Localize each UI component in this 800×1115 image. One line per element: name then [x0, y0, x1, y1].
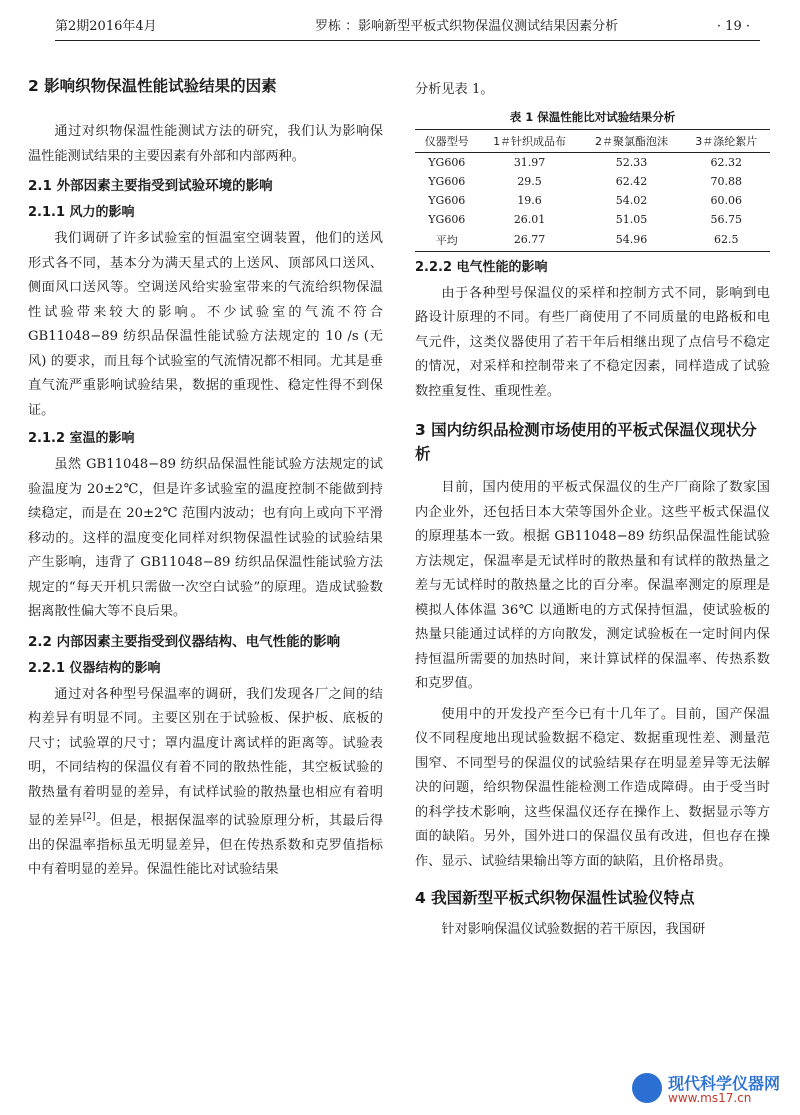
- table-row: [415, 172, 770, 191]
- table-row: [415, 152, 770, 172]
- paragraph-text-a: 通过对各种型号保温率的调研，我们发现各厂之间的结构差异有明显不同。主要区别在于试验板、保护板、底板的尺寸；试验罩的尺寸；罩内温度计离试样的距离等。试验表明，不同结构的保温仪有着不同的散热性能，其空板试验的散热量有着明显的差异，有试样试验的散热量也相应有着明显的差异: [28, 686, 383, 829]
- right-column: [415, 52, 770, 949]
- section-2-1-1-paragraph: 我们调研了许多试验室的恒温室空调装置，他们的送风形式各不同，基本分为满天星式的上送风、顶部风口送风、侧面风口送风等。空调送风给实验室带来的气流给织物保温性试验带来较大的影响。不少试验室的气流不符合 GB11048−89 纺织品保温性能试验方法规定的 10 /s (无风) 的要求，而且每个试验室的气流情况都不相同。尤其是垂直气流严重影响试验结果，数据的重现性、稳定性得不到保证。: [28, 231, 383, 418]
- issue-label: 第2期2016年4月: [55, 19, 157, 34]
- table-caption: 表 1 保温性能比对试验结果分析: [509, 109, 676, 124]
- table-cell: 19.6: [517, 193, 542, 207]
- section-2-1-title: 2.1 外部因素主要指受到试验环境的影响: [28, 178, 273, 194]
- section-2-2-title: 2.2 内部因素主要指受到仪器结构、电气性能的影响: [28, 633, 341, 650]
- table-header-cell: 1＃针织成品布: [479, 129, 581, 152]
- table-cell: YG606: [428, 174, 466, 188]
- running-header: [55, 14, 760, 41]
- table-cell: 62.5: [714, 233, 739, 246]
- section-2-2-2-title: 2.2.2 电气性能的影响: [415, 259, 548, 275]
- section-2-2-1-paragraph: [28, 683, 383, 883]
- table-header-cell: 3＃涤纶絮片: [683, 129, 770, 152]
- table-row: [415, 210, 770, 229]
- table-cell: 52.33: [615, 155, 648, 169]
- results-table: [415, 129, 770, 252]
- table-cell: 29.5: [517, 174, 542, 188]
- continued-text: 分析见表 1。: [415, 82, 494, 97]
- table-cell: 70.88: [710, 174, 743, 188]
- paragraph-text-b: 。但是，根据保温率的试验原理分析，其最后得出的保温率指标虽无明显差异，但在传热系数和克罗值指标中有着明显的差异。保温性能比对试验结果: [28, 813, 384, 878]
- table-header-row: [415, 129, 770, 152]
- left-column: [28, 52, 383, 889]
- section-2-1-1-title: 2.1.1 风力的影响: [28, 205, 135, 220]
- table-header-cell: 2＃聚氯酯泡沫: [581, 129, 683, 152]
- table-row: [415, 229, 770, 252]
- table-header-cell: 仪器型号: [415, 129, 479, 152]
- table-cell: YG606: [428, 212, 466, 226]
- table-cell: 26.77: [513, 233, 546, 246]
- section-3-title: 3 国内纺织品检测市场使用的平板式保温仪现状分析: [415, 421, 757, 463]
- table-row: [415, 191, 770, 210]
- table-cell: 26.01: [513, 212, 546, 226]
- table-cell: YG606: [428, 193, 466, 207]
- table-cell: 平均: [435, 233, 458, 247]
- header-title: 罗栋 ：影响新型平板式织物保温仪测试结果因素分析: [315, 19, 619, 34]
- citation-ref[interactable]: [2]: [82, 812, 96, 822]
- table-cell: 62.32: [710, 155, 743, 169]
- section-3-paragraph-1: 目前，国内使用的平板式保温仪的生产厂商除了数家国内企业外，还包括日本大荣等国外企业。这些平板式保温仪的原理基本一致。根据 GB11048−89 纺织品保温性能试验方法规定，保温率是无试样时的散热量和有试样的散热量之差与无试样时的散热量之比的百分率。保温率测定的原理是模拟人体体温 36℃ 以通断电的方式保持恒温，使试验板的热量只能通过试样的方向散发，测定试验板在一定时间内保持恒温所需要的加热时间，来计算试样的保温率、传热系数和克罗值。: [415, 480, 770, 691]
- table-cell: 54.02: [615, 193, 648, 207]
- table-cell: 54.96: [615, 233, 648, 246]
- section-2-2-2-paragraph: 由于各种型号保温仪的采样和控制方式不同，影响到电路设计原理的不同。有些厂商使用了不同质量的电路板和电气元件，这类仪器使用了若干年后相继出现了点信号不稳定的情况，对采样和控制带来了不稳定因素，同样造成了试验数控重复性、重现性差。: [415, 285, 770, 399]
- table-cell: 51.05: [615, 212, 648, 226]
- section-2-1-2-title: 2.1.2 室温的影响: [28, 431, 135, 446]
- watermark-title: 现代科学仪器网: [668, 1074, 781, 1093]
- table-cell: 56.75: [710, 212, 743, 226]
- watermark-logo-icon: [632, 1073, 662, 1103]
- section-4-title: 4 我国新型平板式织物保温性试验仪特点: [415, 889, 695, 907]
- page-number: · 19 ·: [716, 19, 750, 34]
- section-2-2-1-title: 2.2.1 仪器结构的影响: [28, 660, 161, 676]
- section-3-paragraph-2: 使用中的开发投产至今已有十几年了。目前，国产保温仪不同程度地出现试验数据不稳定、数据重现性差、测量范围窄、不同型号的保温仪的试验结果存在明显差异等无法解决的问题，给织物保温性能检测工作造成障碍。由于受当时的科学技术影响，这些保温仪还存在操作上、数据显示等方面的缺陷。另外，国外进口的保温仪虽有改进，但也存在操作、显示、试验结果输出等方面的缺陷，且价格昂贵。: [415, 706, 770, 869]
- table-cell: YG606: [428, 155, 466, 169]
- section-2-1-2-paragraph: 虽然 GB11048−89 纺织品保温性能试验方法规定的试验温度为 20±2℃，但是许多试验室的温度控制不能做到持续稳定，而是在 20±2℃ 范围内波动；也有向上或向下平滑移动的。这样的温度变化同样对织物保温性试验的试验结果产生影响，违背了 GB11048−89 纺织品保温性能试验方法规定的“每天开机只需做一次空白试验”的原理。造成试验数据离散性偏大等不良后果。: [28, 457, 383, 619]
- section-4-paragraph: 针对影响保温仪试验数据的若干原因，我国研: [441, 922, 706, 937]
- table-cell: 62.42: [615, 174, 648, 188]
- site-watermark: [632, 1071, 792, 1111]
- section-2-title: 2 影响织物保温性能试验结果的因素: [28, 77, 277, 95]
- section-2-paragraph: 通过对织物保温性能测试方法的研究，我们认为影响保温性能测试结果的主要因素有外部和内部两种。: [28, 124, 383, 164]
- watermark-url: www.ms17.cn: [668, 1091, 752, 1105]
- table-cell: 60.06: [710, 193, 743, 207]
- table-cell: 31.97: [513, 155, 546, 169]
